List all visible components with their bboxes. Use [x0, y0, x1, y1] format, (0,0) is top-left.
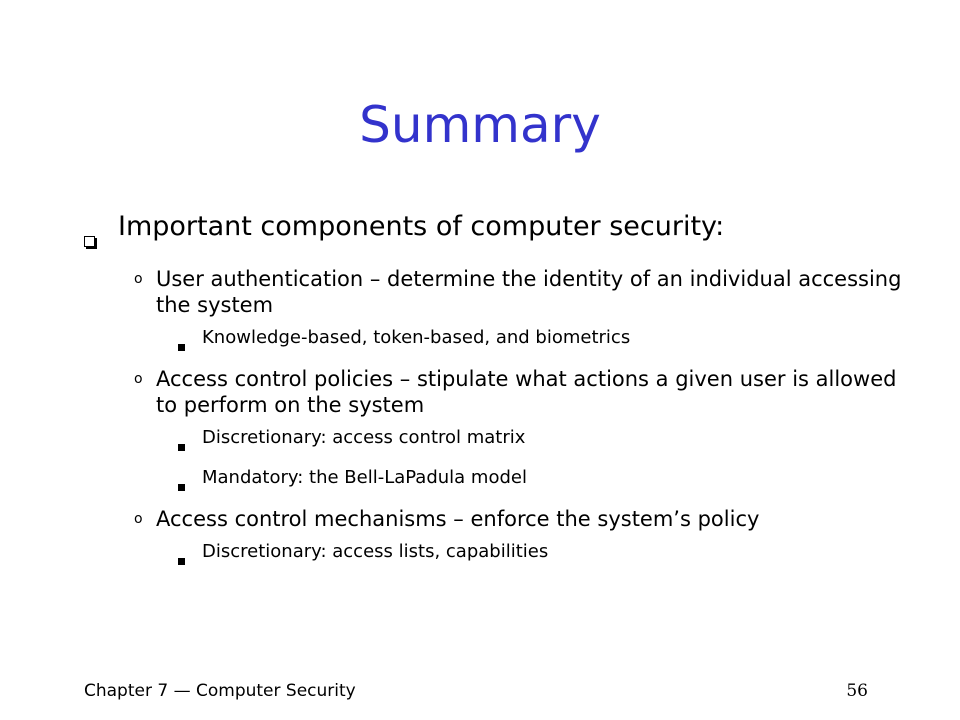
sub-bullet	[84, 266, 914, 318]
sub-sub-bullet-text: Discretionary: access control matrix	[202, 427, 526, 448]
sub-bullet-text: User authentication – determine the identity of an individual accessing the system	[156, 267, 902, 317]
o-bullet-icon: o	[134, 271, 143, 287]
filled-square-bullet-icon	[178, 540, 202, 572]
o-bullet-icon: o	[134, 511, 143, 527]
sub-sub-bullet	[84, 540, 914, 572]
sub-bullet	[84, 366, 914, 418]
main-bullet	[84, 208, 914, 258]
hollow-square-bullet-icon	[84, 208, 118, 258]
filled-square-bullet-icon	[178, 326, 202, 358]
slide-content	[84, 208, 914, 572]
sub-sub-bullet-text: Mandatory: the Bell-LaPadula model	[202, 467, 527, 488]
footer-chapter: Chapter 7 — Computer Security	[84, 681, 356, 701]
main-bullet-text: Important components of computer security:	[118, 211, 725, 242]
sub-sub-bullet	[84, 426, 914, 458]
sub-sub-bullet	[84, 466, 914, 498]
filled-square-bullet-icon	[178, 466, 202, 498]
filled-square-bullet-icon	[178, 426, 202, 458]
slide-title: Summary	[359, 96, 601, 154]
sub-bullet-text: Access control mechanisms – enforce the system’s policy	[156, 507, 760, 531]
sub-sub-bullet	[84, 326, 914, 358]
sub-bullet-text: Access control policies – stipulate what actions a given user is allowed to perform on the system	[156, 367, 897, 417]
sub-sub-bullet-text: Discretionary: access lists, capabilities	[202, 541, 549, 562]
page-number: 56	[846, 681, 868, 701]
sub-sub-bullet-text: Knowledge-based, token-based, and biometrics	[202, 327, 631, 348]
sub-bullet	[84, 506, 914, 532]
o-bullet-icon: o	[134, 371, 143, 387]
